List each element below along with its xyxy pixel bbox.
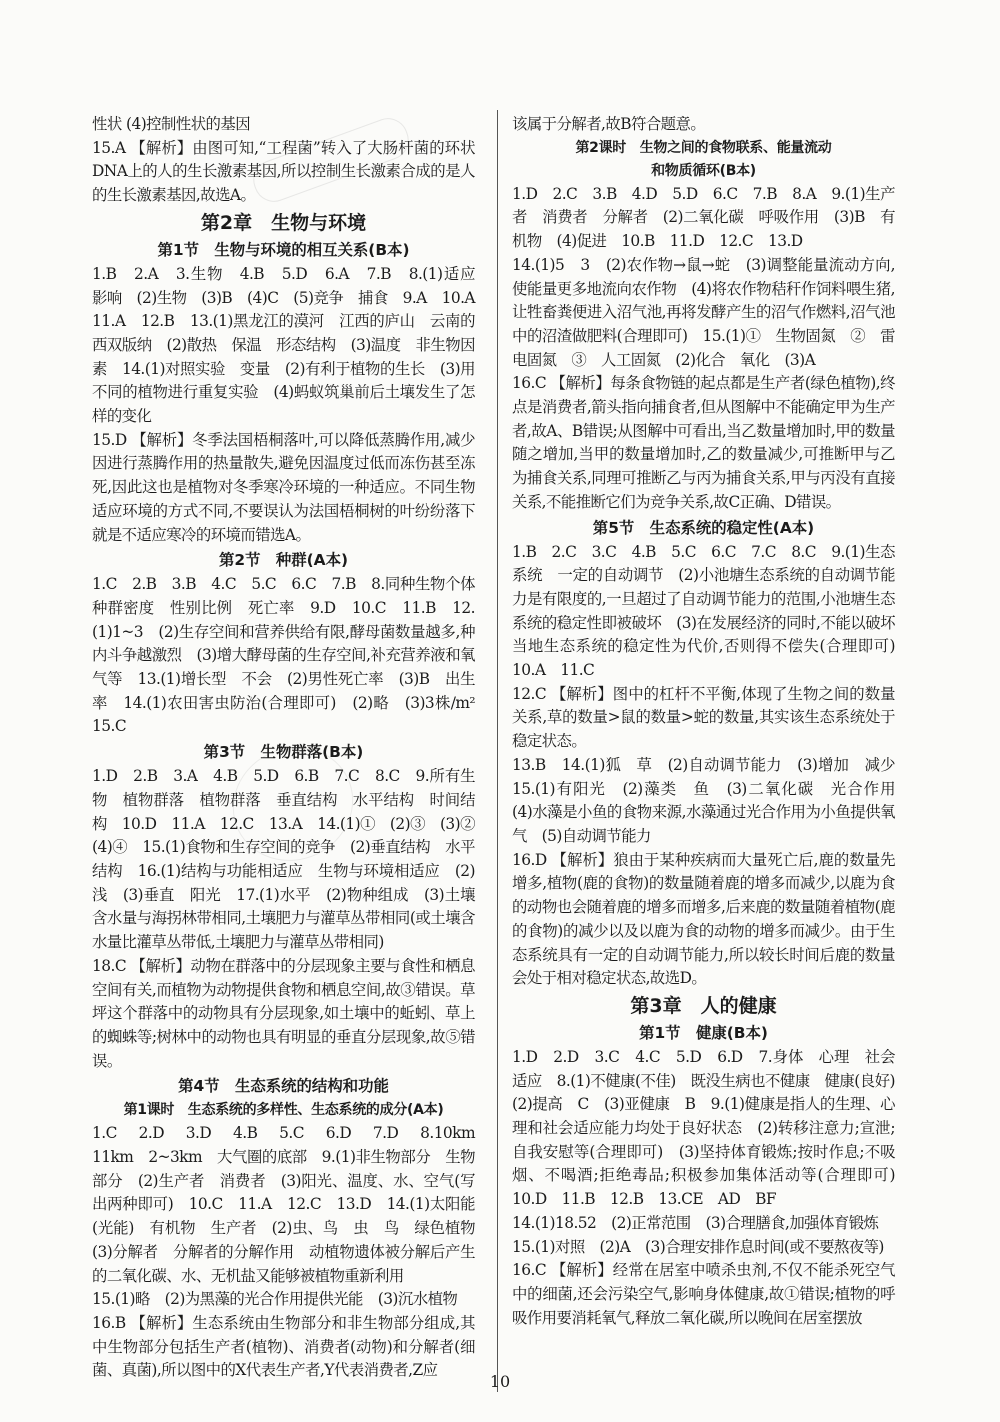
answer-paragraph: 性状 (4)控制性状的基因 [92, 115, 251, 133]
chapter-heading: 第3章 人的健康 [630, 994, 777, 1017]
answer-paragraph: 1.C 2.D 3.D 4.B 5.C 6.D 7.D 8.10km 11km 2~3km 大气圈的底部 9.(1)非生物部分 生物部分 (2)生产者 消费者 (3)阳光、温度、水、空气(写出两种即可) 10.C 11.A 12.C 13.D 14.(1)太阳能(光能) 有机物 生产者 (2)虫、鸟 虫 鸟 绿色植物 (3)分解者 分解者的分解作用 动植物遗体被分解后产生的二氧化碳、水、无机盐又能够被植物重新利用 [92, 1124, 490, 1285]
section-heading: 第4节 生态系统的结构和功能 [178, 1077, 389, 1096]
answer-paragraph: 1.D 2.B 3.A 4.B 5.D 6.B 7.C 8.C 9.所有生物 植物群落 植物群落 垂直结构 水平结构 时间结构 10.D 11.A 12.C 13.A 14.(1)① (2)③ (3)② (4)④ 15.(1)食物和生存空间的竞争 (2)垂直结构 水平结构 16.(1)结构与功能相适应 生物与环境相适应 (2)浅 (3)垂直 阳光 17.(1)水平 (2)物种组成 (3)土壤含水量与海拐林带相同,土壤肥力与灌草丛带相同(或土壤含水量比灌草丛带低,土壤肥力与灌草丛带相同) [92, 767, 490, 952]
answer-paragraph: 15.(1)略 (2)为黑藻的光合作用提供光能 (3)沉水植物 [92, 1290, 458, 1309]
section-heading: 第1节 生物与环境的相互关系(B本) [157, 240, 410, 259]
answer-paragraph: 16.B 【解析】生态系统由生物部分和非生物部分组成,其中生物部分包括生产者(植物)、消费者(动物)和分解者(细菌、真菌),所以图中的X代表生产者,Y代表消费者,Z应 [92, 1313, 475, 1380]
answer-paragraph: 16.C 【解析】每条食物链的起点都是生产者(绿色植物),终点是消费者,箭头指向捕食者,但从图解中不能确定甲为生产者,故A、B错误;从图解中可看出,当乙数量增加时,甲的数量随之增加,当甲的数量增加时,乙的数量减少,可推断甲与乙为捕食关系,同理可推断乙与丙为捕食关系,甲与丙没有直接关系,不能推断它们为竞争关系,故C正确、D错误。 [512, 374, 895, 511]
answer-paragraph: 18.C 【解析】动物在群落中的分层现象主要与食性和栖息空间有关,而植物为动物提供食物和栖息空间,故③错误。草坪这个群落中的动物具有分层现象,如土壤中的蚯蚓、草上的蜘蛛等;树林中的动物也具有明显的垂直分层现象,故⑤错误。 [92, 956, 475, 1070]
answer-paragraph: 16.D 【解析】狼由于某种疾病而大量死亡后,鹿的数量先增多,植物(鹿的食物)的数量随着鹿的增多而减少,以鹿为食的动物也会随着鹿的增多而增多,后来鹿的数量随着植物(鹿的食物)的减少以及以鹿为食的动物的增多而减少。由于生态系统具有一定的自动调节能力,所以较长时间后鹿的数量会处于相对稳定状态,故选D。 [512, 850, 895, 988]
answer-paragraph: 14.(1)18.52 (2)正常范围 (3)合理膳食,加强体育锻炼 [512, 1213, 879, 1232]
column-divider [497, 110, 498, 1392]
lesson-heading: 和物质循环(B本) [651, 162, 756, 179]
answer-paragraph: 1.D 2.C 3.B 4.D 5.D 6.C 7.B 8.A 9.(1)生产者 消费者 分解者 (2)二氧化碳 呼吸作用 (3)B 有机物 (4)促进 10.B 11.D 12.C 13.D [512, 184, 895, 251]
answer-paragraph: 该属于分解者,故B符合题意。 [512, 115, 706, 133]
section-heading: 第5节 生态系统的稳定性(A本) [592, 518, 815, 537]
chapter-heading: 第2章 生物与环境 [200, 211, 367, 234]
section-heading: 第2节 种群(A本) [218, 551, 349, 570]
answer-paragraph: 1.C 2.B 3.B 4.C 5.C 6.C 7.B 8.同种生物个体 种群密度 性别比例 死亡率 9.D 10.C 11.B 12.(1)1~3 (2)生存空间和营养供给有限,酵母菌数量越多,种内斗争越激烈 (3)增大酵母菌的生存空间,补充营养液和氧气等 13.(1)增长型 不会 (2)男性死亡率 (3)B 出生率 14.(1)农田害虫防治(合理即可) (2)略 (3)3株/m² 15.C [92, 575, 490, 736]
answer-paragraph: 15.D 【解析】冬季法国梧桐落叶,可以降低蒸腾作用,减少因进行蒸腾作用的热量散失,避免因温度过低而冻伤甚至冻死,因此这也是植物对冬季寒冷环境的一种适应。不同生物适应环境的方式不同,不要误认为法国梧桐树的叶纷纷落下就是不适应寒冷的环境而错选A。 [92, 430, 475, 544]
page-number: 10 [489, 1372, 511, 1391]
section-heading: 第3节 生物群落(B本) [203, 743, 364, 762]
answer-paragraph: 12.C 【解析】图中的杠杆不平衡,体现了生物之间的数量关系,草的数量>鼠的数量>蛇的数量,其实该生态系统处于稳定状态。 [512, 684, 895, 751]
answer-paragraph: 15.(1)对照 (2)A (3)合理安排作息时间(或不要熬夜等) [512, 1237, 884, 1256]
answer-paragraph: 1.B 2.C 3.C 4.B 5.C 6.C 7.C 8.C 9.(1)生态系统 一定的自动调节 (2)小池塘生态系统的自动调节能力是有限度的,一旦超过了自动调节能力的范围,小池塘生态系统的稳定性即被破坏 (3)在发展经济的同时,不能以破坏当地生态系统的稳定性为代价,否则得不偿失(合理即可) 10.A 11.C [512, 542, 910, 680]
section-heading: 第1节 健康(B本) [639, 1023, 768, 1042]
lesson-heading: 第1课时 生态系统的多样性、生态系统的成分(A本) [123, 1102, 444, 1119]
answer-paragraph: 16.C 【解析】经常在居室中喷杀虫剂,不仅不能杀死空气中的细菌,还会污染空气,影响身体健康,故①错误;植物的呼吸作用要消耗氧气,释放二氧化碳,所以晚间在居室摆放 [512, 1261, 895, 1327]
lesson-heading: 第2课时 生物之间的食物联系、能量流动 [575, 139, 832, 156]
answer-paragraph: 1.D 2.D 3.C 4.C 5.D 6.D 7.身体 心理 社会适应 8.(1)不健康(不佳) 既没生病也不健康 健康(良好) (2)提高 C (3)亚健康 B 9.(1)健康是指人的生理、心理和社会适应能力均处于良好状态 (2)转移注意力;宣泄;自我安慰等(合理即可) (3)坚持体育锻炼;按时作息;不吸烟、不喝酒;拒绝毒品;积极参加集体活动等(合理即可) 10.D 11.B 12.B 13.CE AD BF [512, 1047, 910, 1209]
answer-paragraph: 1.B 2.A 3.生物 4.B 5.D 6.A 7.B 8.(1)适应 影响 (2)生物 (3)B (4)C (5)竞争 捕食 9.A 10.A 11.A 12.B 13.(1)黑龙江的漠河 江西的庐山 云南的西双版纳 (2)散热 保温 形态结构 (3)温度 非生物因素 14.(1)对照实验 变量 (2)有利于植物的生长 (3)用不同的植物进行重复实验 (4)蚂蚁筑巢前后土壤发生了怎样的变化 [92, 264, 490, 426]
right-column [512, 113, 910, 1330]
answer-paragraph: 14.(1)5 3 (2)农作物→鼠→蛇 (3)调整能量流动方向,使能量更多地流向农作物 (4)将农作物秸秆作饲料喂生猪,让牲畜粪便进入沼气池,再将发酵产生的沼气作燃料,沼气池中的沼渣做肥料(合理即可) 15.(1)① 生物固氮 ② 雷电固氮 ③ 人工固氮 (2)化合 氧化 (3)A [512, 255, 895, 369]
answer-paragraph: 15.A 【解析】由图可知,“工程菌”转入了大肠杆菌的环状DNA上的人的生长激素基因,所以控制生长激素合成的是人的生长激素基因,故选A。 [92, 138, 475, 205]
answer-paragraph: 13.B 14.(1)狐 草 (2)自动调节能力 (3)增加 减少 15.(1)有阳光 (2)藻类 鱼 (3)二氧化碳 光合作用 (4)水藻是小鱼的食物来源,水藻通过光合作用为小鱼提供氧气 (5)自动调节能力 [512, 755, 910, 845]
